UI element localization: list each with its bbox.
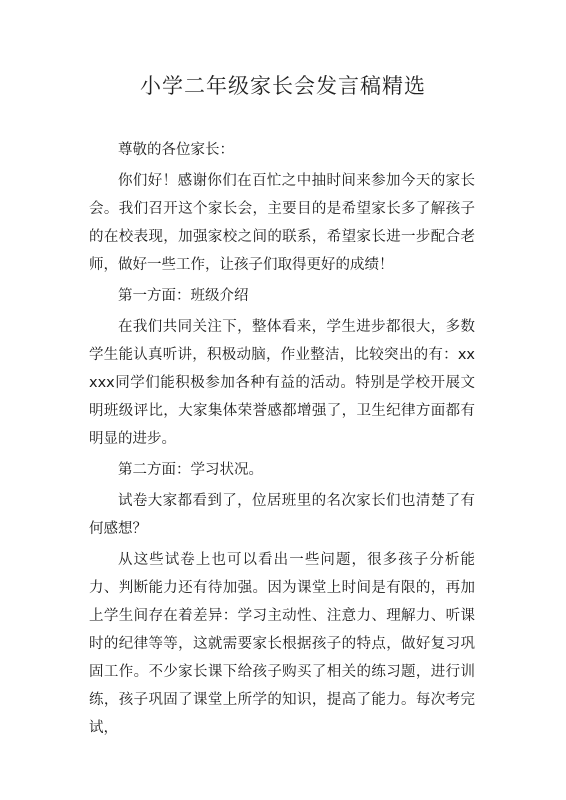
class-intro-paragraph: 在我们共同关注下，整体看来，学生进步都很大，多数学生能认真听讲，积极动脑，作业整洁，比较突出的有：xxxxx同学们能积极参加各种有益的活动。特别是学校开展文明班级评比，大家集体荣誉感都增强了，卫生纪律方面都有明显的进步。 (89, 319, 475, 447)
salutation-paragraph: 尊敬的各位家长： (118, 142, 234, 158)
exam-question-paragraph: 试卷大家都看到了，位居班里的名次家长们也清楚了有何感想？ (89, 493, 475, 537)
greeting-paragraph: 你们好！感谢你们在百忙之中抽时间来参加今天的家长会。我们召开这个家长会，主要目的是希望家长多了解孩子的在校表现，加强家校之间的联系，希望家长进一步配合老师，做好一些工作，让孩子们取得更好的成绩！ (89, 173, 475, 273)
analysis-paragraph: 从这些试卷上也可以看出一些问题，很多孩子分析能力、判断能力还有待加强。因为课堂上时间是有限的，再加上学生间存在着差异：学习主动性、注意力、理解力、听课时的纪律等等，这就需要家长根据孩子的特点，做好复习巩固工作。不少家长课下给孩子购买了相关的练习题，进行训练，孩子巩固了课堂上所学的知识，提高了能力。每次考完试， (89, 552, 475, 736)
section-heading-class-intro: 第一方面：班级介绍 (118, 288, 249, 304)
document-body (89, 136, 475, 742)
document-title: 小学二年级家长会发言稿精选 (140, 74, 426, 98)
section-heading-study-status: 第二方面：学习状况。 (118, 462, 263, 478)
